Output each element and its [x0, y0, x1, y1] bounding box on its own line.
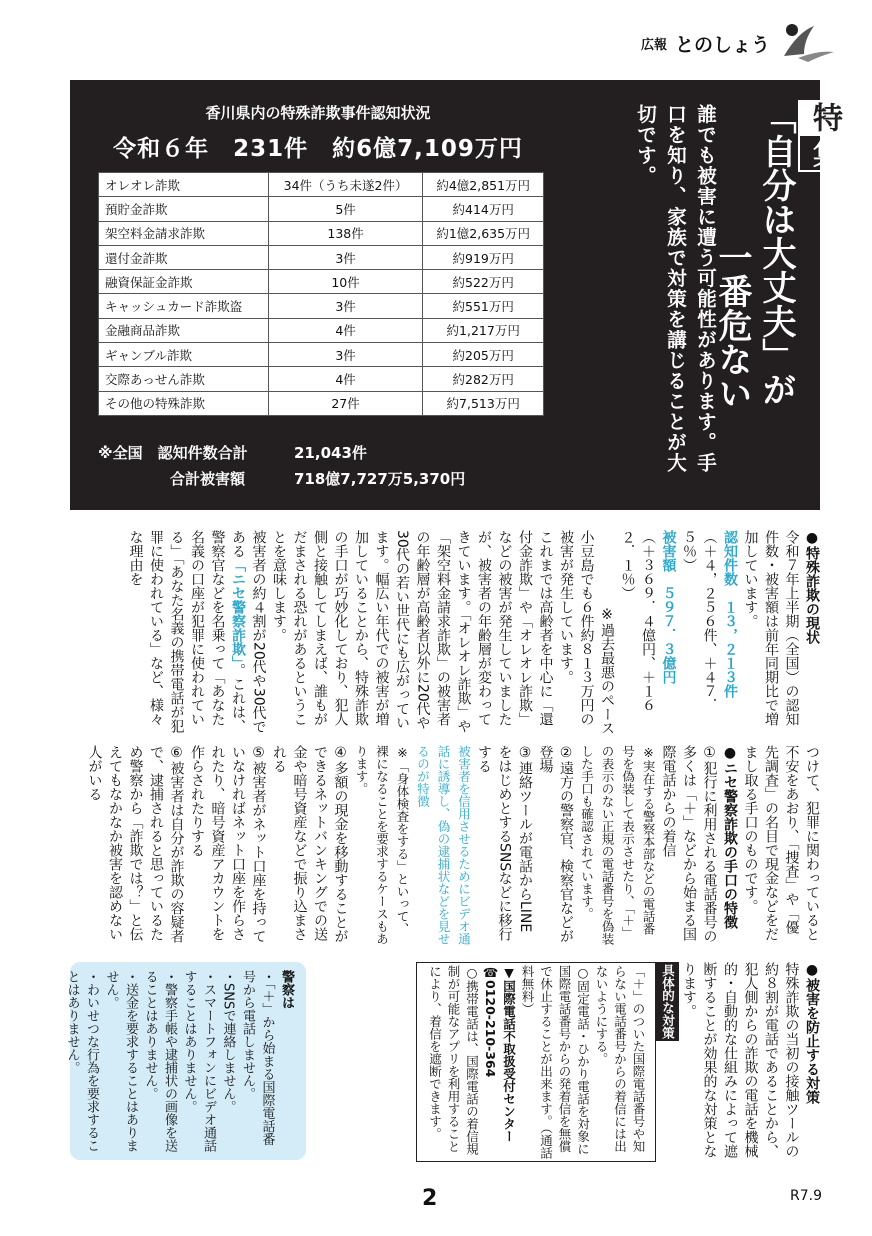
total-label-amount: 合計被害額: [170, 470, 246, 488]
town-logo-icon: [778, 20, 836, 66]
police-title: 警察は: [279, 970, 294, 1009]
status-p4b: 。これは、警察官などを名乗って「あなた名義の口座が犯罪に使われている」「あなた名義の携帯電話が犯罪に使われている」など、様々な理由を: [127, 530, 246, 733]
case-count: 4件: [268, 318, 423, 342]
police-item-6: ・わいせつな行為を要求することはありません。: [64, 970, 99, 1152]
stats-row: [99, 197, 544, 221]
method-5: ⑤被害者がネット口座を持っていなければネット口座を作らされたり、暗号資産アカウントを作らされたりする: [189, 745, 267, 943]
stats-row: [99, 343, 544, 367]
stats-row: [99, 245, 544, 269]
damage-amount: 約414万円: [423, 197, 544, 221]
police-item-4: ・警察手帳や逮捕状の画像を送ることはありません。: [142, 970, 177, 1152]
status-p4a: 被害者の約４割が20代や30代である: [230, 530, 267, 734]
page-number: 2: [422, 1186, 438, 1211]
case-count: 10件: [268, 270, 423, 294]
police-notice-box: [64, 962, 306, 1160]
fraud-type: キャッシュカード詐欺盗: [99, 294, 269, 318]
case-count: 3件: [268, 294, 423, 318]
damage-amount: 約1億2,635万円: [423, 221, 544, 245]
status-p1: 令和７年上半期（全国）の認知件数・被害額は前年同期比で増加しています。: [742, 530, 800, 726]
methods-p1: つけて、犯罪に関わっていると不安をあおり、「捜査」や「優先調査」の名目で現金などをだまし取る手口のものです。: [742, 745, 820, 941]
stats-row: [99, 318, 544, 342]
stats-table: [98, 172, 544, 416]
case-count: 27件: [268, 391, 423, 415]
police-item-3: ・スマートフォンにビデオ通話することはありません。: [181, 970, 216, 1152]
measure-2: ○固定電話・ひかり電話を対象に国際電話番号からの発着信を無償で休止することが出来ます。（通話料無料）: [520, 965, 591, 1159]
total-value-amount: 718億7,727万5,370円: [294, 470, 466, 488]
article-methods: [70, 745, 822, 945]
masthead-title: とのしょう: [674, 33, 770, 56]
status-p2: 小豆島でも６件約８１３万円の被害が発生しています。: [558, 530, 595, 726]
fraud-type: オレオレ詐欺: [99, 173, 269, 197]
heading-current-status: ●特殊詐欺の現状: [804, 530, 820, 644]
article-prevention: [330, 962, 822, 1162]
heading-prevention: ●被害を防止する対策: [804, 962, 820, 1104]
damage-amount: 約282万円: [423, 367, 544, 391]
method-6: ⑥被害者は自分が詐欺の容疑者で、逮捕されると思っているため警察から「詐欺では？」と伝えてもなかなか被害を認めない人がいる: [86, 745, 185, 943]
masthead: [641, 28, 836, 58]
method-3: ③連絡ツールが電話からLINEをはじめとするSNSなどに移行する: [476, 745, 533, 942]
total-value-count: 21,043件: [294, 444, 367, 462]
case-count: 3件: [268, 343, 423, 367]
headline-line2: 一番危ない: [712, 240, 752, 410]
method-1: ①犯行に利用される電話番号の多くは「＋」などから始まる国際電話からの着信: [660, 745, 718, 943]
feature-lead: 誰でも被害に遭う可能性があります。手口を知り、家族で対策を講じることが大切です。: [634, 104, 717, 473]
case-count: 3件: [268, 245, 423, 269]
measure-1: 「＋」のついた国際電話番号や知らない電話番号からの着信には出ないようにする。: [594, 965, 646, 1153]
feature-tag-shu: 集: [798, 134, 850, 172]
fraud-type: 架空料金請求詐欺: [99, 221, 269, 245]
stats-row: [99, 367, 544, 391]
damage-amount: 約919万円: [423, 245, 544, 269]
damage-amount: 約551万円: [423, 294, 544, 318]
concrete-measures-box: [416, 962, 656, 1162]
damage-amount: 約205万円: [423, 343, 544, 367]
method-4: ④多額の現金を移動することができるネットバンキングでの送金や暗号資産などで振り込まされる: [271, 745, 349, 943]
status-higai-sub: （＋３６９．４億円、＋１６２．１％）: [619, 530, 656, 712]
damage-amount: 約1,217万円: [423, 318, 544, 342]
status-higai: 被害額 ５９７．３億円: [660, 530, 677, 684]
fraud-type: 融資保証金詐欺: [99, 270, 269, 294]
status-p3: これまでは高齢者を中心に「還付金詐欺」や「オレオレ詐欺」などの被害が発生していましたが、被害者の年齢層が変わってきています。「オレオレ詐欺」や「架空料金請求詐欺」の被害者の年齢層が高齢者以外に20代や30代の若い世代にも広がっています。幅広い年代での被害が増加していることから、特殊詐欺の手口が巧妙化しており、犯人側と接触してしまえば、誰もがだまされる恐れがあるということを意味します。: [271, 530, 554, 733]
police-item-5: ・送金を要求することはありません。: [103, 970, 138, 1152]
case-count: 5件: [268, 197, 423, 221]
status-p4: [125, 530, 269, 735]
case-count: 4件: [268, 367, 423, 391]
status-p4-highlight: 「ニセ警察詐欺」: [230, 558, 246, 663]
prevention-p1: 特殊詐欺の当初の接触ツールの約８割が電話であることから、犯人側からの詐欺の電話を機械的・自動的な仕組みによって遮断することが効果的な対策となります。: [681, 962, 800, 1158]
fraud-type: 金融商品詐欺: [99, 318, 269, 342]
stats-row: [99, 391, 544, 415]
feature-panel: [70, 80, 842, 510]
police-item-1: ・「＋」から始まる国際電話番号から電話しません。: [240, 970, 275, 1146]
prevention-box: [656, 962, 679, 1162]
feature-tag-toku: 特: [798, 100, 850, 134]
feature-headline: [710, 100, 850, 500]
fraud-type: ギャンブル詐欺: [99, 343, 269, 367]
fraud-type: その他の特殊詐欺: [99, 391, 269, 415]
concrete-measures-tag: 具体的な対策: [656, 962, 679, 1041]
damage-amount: 約7,513万円: [423, 391, 544, 415]
heading-methods: ●ニセ警察詐欺の手口の特徴: [722, 745, 738, 929]
stats-title: 香川県内の特殊詐欺事件認知状況: [205, 104, 431, 122]
case-count: 138件: [268, 221, 423, 245]
method-3-note2: ※「身体検査をする」といって、裸になることを要求するケースもあります。: [354, 745, 410, 945]
case-count: 34件（うち未遂2件）: [268, 173, 423, 197]
article-current-status: [70, 530, 822, 735]
measure-center: ▼国際電話不取扱受付センター: [501, 965, 517, 1143]
status-kensu-sub: （＋４，２５６件、＋４７．５％）: [681, 530, 718, 712]
stats-summary: 令和６年 231件 約6億7,109万円: [113, 136, 523, 162]
method-3-note: 被害者を信用させるためにビデオ通話に誘導し、偽の逮捕状などを見せるのが特徴: [415, 745, 472, 945]
fraud-type: 預貯金詐欺: [99, 197, 269, 221]
damage-amount: 約522万円: [423, 270, 544, 294]
method-1-note: ※実在する警察本部などの電話番号を偽装して表示させたり、「＋」の表示のない正規の電話番号を偽装した手口も確認されています。: [579, 745, 656, 945]
police-item-2: ・SNSで連絡しません。: [220, 970, 236, 1114]
status-note: ※過去最悪のペース: [599, 607, 615, 735]
headline-line1: 「自分は大丈夫」が: [756, 100, 796, 406]
damage-amount: 約4億2,851万円: [423, 173, 544, 197]
issue-date: R7.9: [790, 1188, 822, 1204]
measure-phone: ☎0120-210-364: [483, 965, 498, 1078]
status-kensu: 認知件数 １３，２１３件: [722, 530, 738, 698]
stats-row: [99, 221, 544, 245]
stats-row: [99, 294, 544, 318]
method-2: ②遠方の警察官、検察官などが登場: [537, 745, 574, 943]
stats-row: [99, 173, 544, 197]
fraud-type: 交際あっせん詐欺: [99, 367, 269, 391]
masthead-label: 広報: [640, 37, 667, 53]
stats-row: [99, 270, 544, 294]
fraud-type: 還付金詐欺: [99, 245, 269, 269]
measure-3: ○携帯電話は、国際電話の着信規制が可能なアプリを利用することにより、着信を遮断できます。: [427, 965, 480, 1155]
total-label-count: ※全国 認知件数合計: [98, 444, 248, 462]
stats-national-total: [98, 440, 465, 492]
